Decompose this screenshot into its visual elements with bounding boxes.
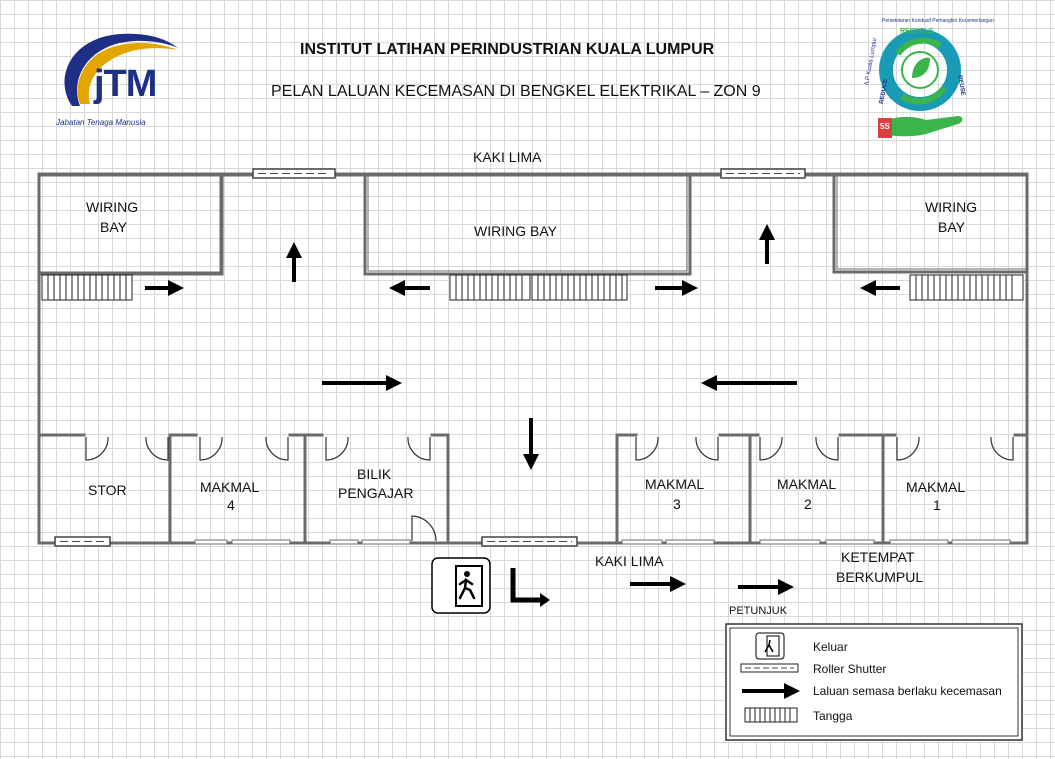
exit-sign-icon — [432, 558, 490, 613]
makmal-2-label-line1: MAKMAL — [777, 476, 837, 492]
jtm-logo-wordmark: jTM — [94, 63, 157, 105]
makmal-1-label-line2: 1 — [933, 497, 941, 513]
jtm-logo-caption: Jabatan Tenaga Manusia — [56, 118, 146, 127]
wiring-bay-center-label: WIRING BAY — [474, 223, 557, 239]
assembly-point-label-line2: BERKUMPUL — [836, 569, 924, 585]
recycle-logo-ring-text: Persekitaran Kondusif Pemangkin Kecemerlangan — [882, 18, 994, 24]
recycle-logo-badge: 5S — [880, 122, 890, 131]
bilik-pengajar-label-line2: PENGAJAR — [338, 485, 414, 501]
makmal-2-label-line2: 2 — [804, 496, 812, 512]
bilik-pengajar-label-line1: BILIK — [357, 466, 392, 482]
assembly-point-label-line1: KETEMPAT — [841, 549, 915, 565]
page-title: INSTITUT LATIHAN PERINDUSTRIAN KUALA LUMPUR — [300, 41, 715, 58]
legend-stairs-label: Tangga — [813, 709, 853, 723]
makmal-1-label-line1: MAKMAL — [906, 479, 966, 495]
legend-box — [726, 624, 1022, 740]
kaki-lima-bottom-label: KAKI LIMA — [595, 553, 664, 569]
wiring-bay-right-label-line1: WIRING — [925, 199, 978, 215]
kaki-lima-top-label: KAKI LIMA — [473, 149, 542, 165]
wiring-bay-left-label-line1: WIRING — [86, 199, 139, 215]
stor-label: STOR — [88, 482, 127, 498]
legend-roller-shutter-label: Roller Shutter — [813, 662, 887, 676]
makmal-4-label-line2: 4 — [227, 497, 235, 513]
page-subtitle: PELAN LALUAN KECEMASAN DI BENGKEL ELEKTRIKAL – ZON 9 — [271, 83, 761, 100]
wiring-bay-right-label-line2: BAY — [938, 219, 965, 235]
makmal-3-label-line2: 3 — [673, 496, 681, 512]
legend-route-label: Laluan semasa berlaku kecemasan — [813, 684, 1002, 698]
makmal-3-label-line1: MAKMAL — [645, 476, 705, 492]
makmal-4-label-line1: MAKMAL — [200, 479, 260, 495]
legend-exit-label: Keluar — [813, 640, 848, 654]
wiring-bay-left-label-line2: BAY — [100, 219, 127, 235]
recycle-logo-reduce-label: REDUCE — [878, 78, 890, 105]
recycle-logo-recycle-label: RECYCLE — [900, 28, 934, 35]
recycle-logo-reuse-label: REUSE — [956, 74, 966, 97]
legend-title: PETUNJUK — [729, 605, 788, 617]
exit-l-arrow — [513, 568, 550, 607]
recycle-logo-org: ILP Kuala Lumpur — [864, 37, 879, 86]
